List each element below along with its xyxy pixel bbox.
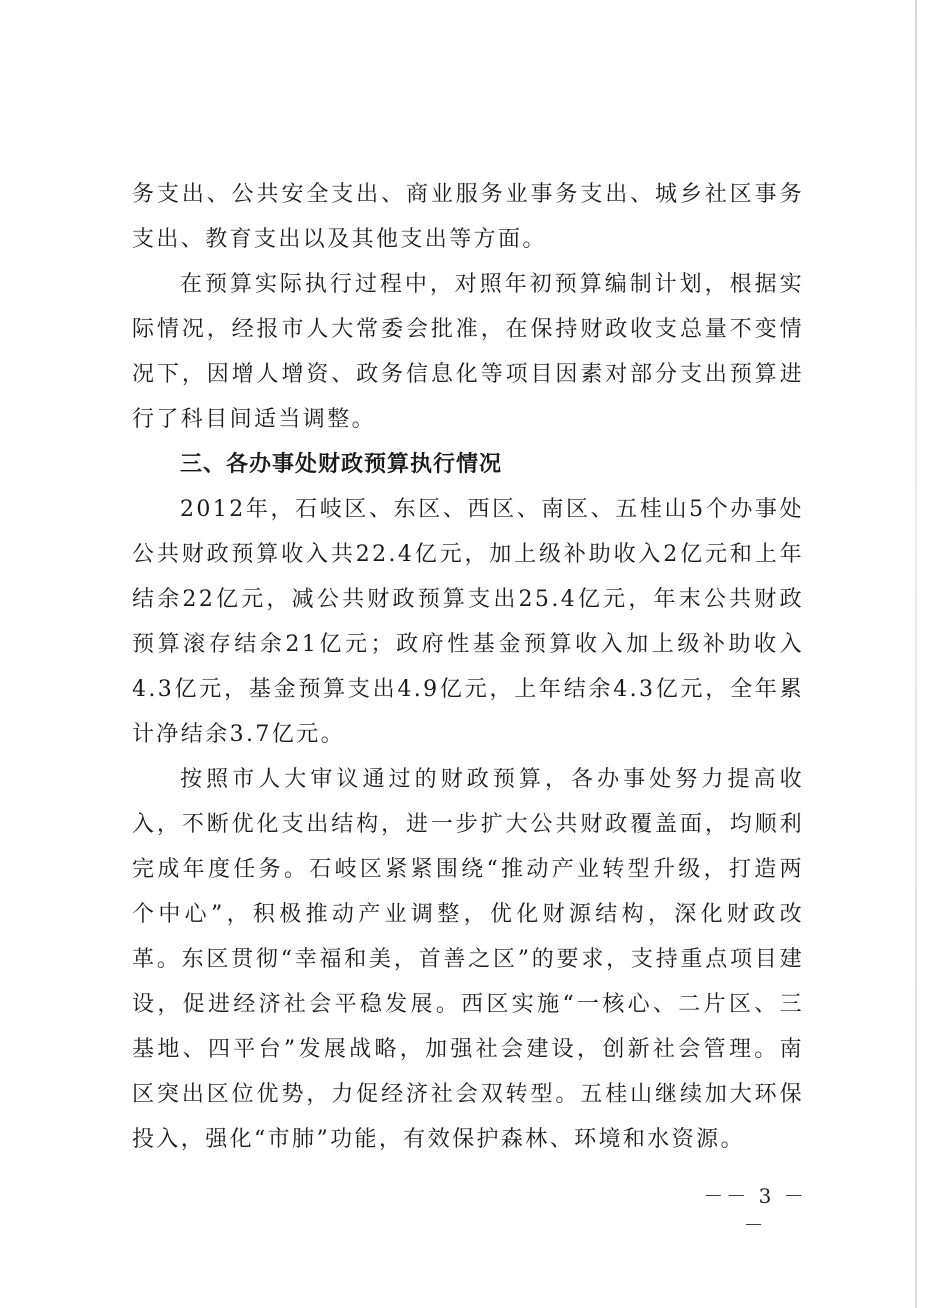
page-edge <box>915 0 917 1308</box>
page-number: －－ 3 －－ <box>703 1184 807 1237</box>
document-body <box>132 172 804 1162</box>
paragraph-1: 务支出、公共安全支出、商业服务业事务支出、城乡社区事务支出、教育支出以及其他支出等方面。 <box>132 182 804 252</box>
paragraph-2: 在预算实际执行过程中，对照年初预算编制计划，根据实际情况，经报市人大常委会批准，在保持财政收支总量不变情况下，因增人增资、政务信息化等项目因素对部分支出预算进行了科目间适当调整。 <box>132 272 804 432</box>
section-heading: 三、各办事处财政预算执行情况 <box>180 452 503 477</box>
paragraph-3: 2012年，石岐区、东区、西区、南区、五桂山5个办事处公共财政预算收入共22.4亿元，加上级补助收入2亿元和上年结余22亿元，减公共财政预算支出25.4亿元，年末公共财政预算滚存结余21亿元；政府性基金预算收入加上级补助收入4.3亿元，基金预算支出4.9亿元，上年结余4.3亿元，全年累计净结余3.7亿元。 <box>132 497 804 747</box>
paragraph-4: 按照市人大审议通过的财政预算，各办事处努力提高收入，不断优化支出结构，进一步扩大公共财政覆盖面，均顺利完成年度任务。石岐区紧紧围绕“推动产业转型升级，打造两个中心”，积极推动产业调整，优化财源结构，深化财政改革。东区贯彻“幸福和美，首善之区”的要求，支持重点项目建设，促进经济社会平稳发展。西区实施“一核心、二片区、三基地、四平台”发展战略，加强社会建设，创新社会管理。南区突出区位优势，力促经济社会双转型。五桂山继续加大环保投入，强化“市肺”功能，有效保护森林、环境和水资源。 <box>132 767 804 1152</box>
